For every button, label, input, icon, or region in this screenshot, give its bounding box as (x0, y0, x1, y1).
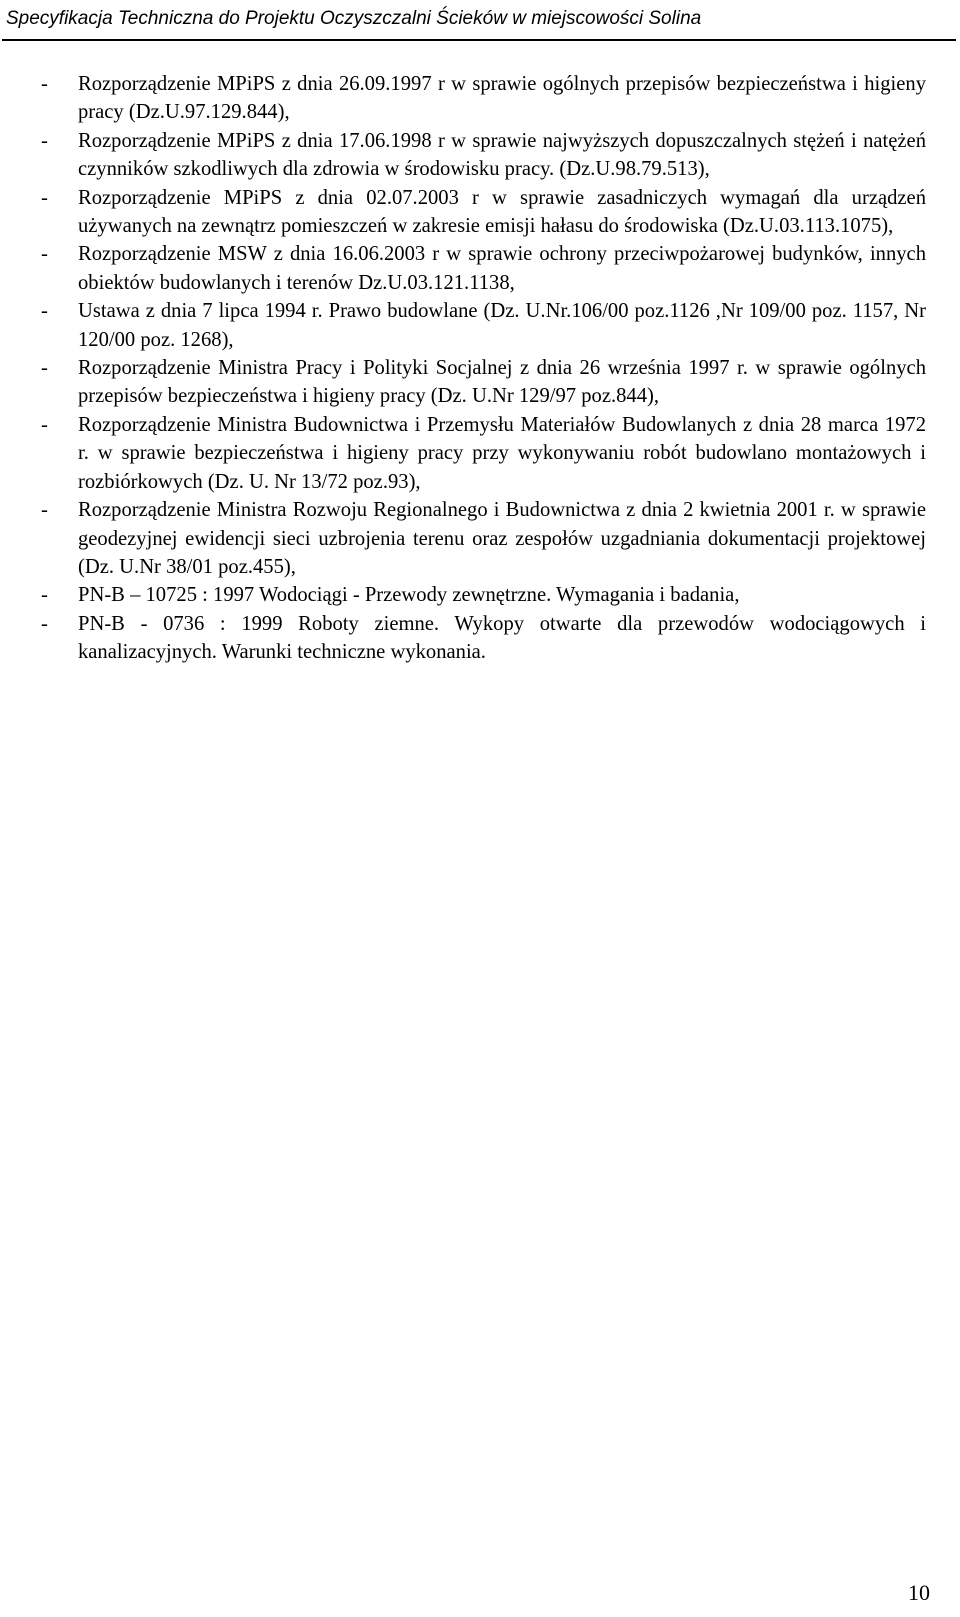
list-item-text: Rozporządzenie MPiPS z dnia 17.06.1998 r w sprawie najwyższych dopuszczalnych stężeń i natężeń czynników szkodliwych dla zdrowia w środowisku pracy. (Dz.U.98.79.513), (78, 129, 926, 181)
list-item-text: PN-B – 10725 : 1997 Wodociągi - Przewody zewnętrzne. Wymagania i badania, (78, 584, 740, 607)
list-item (41, 411, 926, 496)
list-bullet: - (41, 357, 48, 380)
list-item (41, 496, 926, 581)
header-divider (2, 39, 956, 41)
regulations-list (0, 70, 960, 667)
list-item-text: Rozporządzenie MPiPS z dnia 26.09.1997 r w sprawie ogólnych przepisów bezpieczeństwa i higieny pracy (Dz.U.97.129.844), (78, 73, 926, 124)
list-item (41, 70, 926, 127)
list-item-text: Ustawa z dnia 7 lipca 1994 r. Prawo budowlane (Dz. U.Nr.106/00 poz.1126 ,Nr 109/00 poz. 1157, Nr 120/00 poz. 1268), (78, 300, 926, 351)
list-item (41, 184, 926, 241)
list-bullet: - (41, 73, 48, 95)
list-item-text: Rozporządzenie MSW z dnia 16.06.2003 r w sprawie ochrony przeciwpożarowej budynków, innych obiektów budowlanych i terenów Dz.U.03.121.1138, (78, 243, 926, 294)
list-item (41, 581, 926, 609)
list-bullet: - (41, 413, 48, 436)
list-bullet: - (41, 243, 48, 266)
list-bullet: - (41, 186, 48, 209)
list-item-text: Rozporządzenie Ministra Rozwoju Regionalnego i Budownictwa z dnia 2 kwietnia 2001 r. w sprawie geodezyjnej ewidencji sieci uzbrojenia terenu oraz zespołów uzgadniania dokumentacji projektowej (Dz. U.Nr 38/01 poz.455), (78, 499, 926, 578)
list-item-text: Rozporządzenie Ministra Budownictwa i Przemysłu Materiałów Budowlanych z dnia 28 marca 1972 r. w sprawie bezpieczeństwa i higieny pracy przy wykonywaniu robót budowlano montażowych i rozbiórkowych (Dz. U. Nr 13/72 poz.93), (78, 413, 926, 493)
list-item (41, 354, 926, 411)
list-bullet: - (41, 300, 48, 323)
list-bullet: - (41, 612, 48, 635)
list-bullet: - (41, 584, 48, 607)
list-item-text: Rozporządzenie Ministra Pracy i Polityki Socjalnej z dnia 26 września 1997 r. w sprawie ogólnych przepisów bezpieczeństwa i higieny pracy (Dz. U.Nr 129/97 poz.844), (78, 357, 926, 408)
list-item (41, 297, 926, 354)
page-number: 10 (908, 1580, 930, 1605)
list-item-text: Rozporządzenie MPiPS z dnia 02.07.2003 r w sprawie zasadniczych wymagań dla urządzeń używanych na zewnątrz pomieszczeń w zakresie emisji hałasu do środowiska (Dz.U.03.113.1075), (78, 186, 926, 238)
list-bullet: - (41, 499, 48, 522)
list-bullet: - (41, 129, 48, 152)
list-item-text: PN-B - 0736 : 1999 Roboty ziemne. Wykopy otwarte dla przewodów wodociągowych i kanalizacyjnych. Warunki techniczne wykonania. (78, 612, 926, 664)
list-item (41, 610, 926, 667)
list-item (41, 127, 926, 184)
page-header-title: Specyfikacja Techniczna do Projektu Oczyszczalni Ścieków w miejscowości Solina (6, 8, 702, 29)
list-item (41, 240, 926, 297)
